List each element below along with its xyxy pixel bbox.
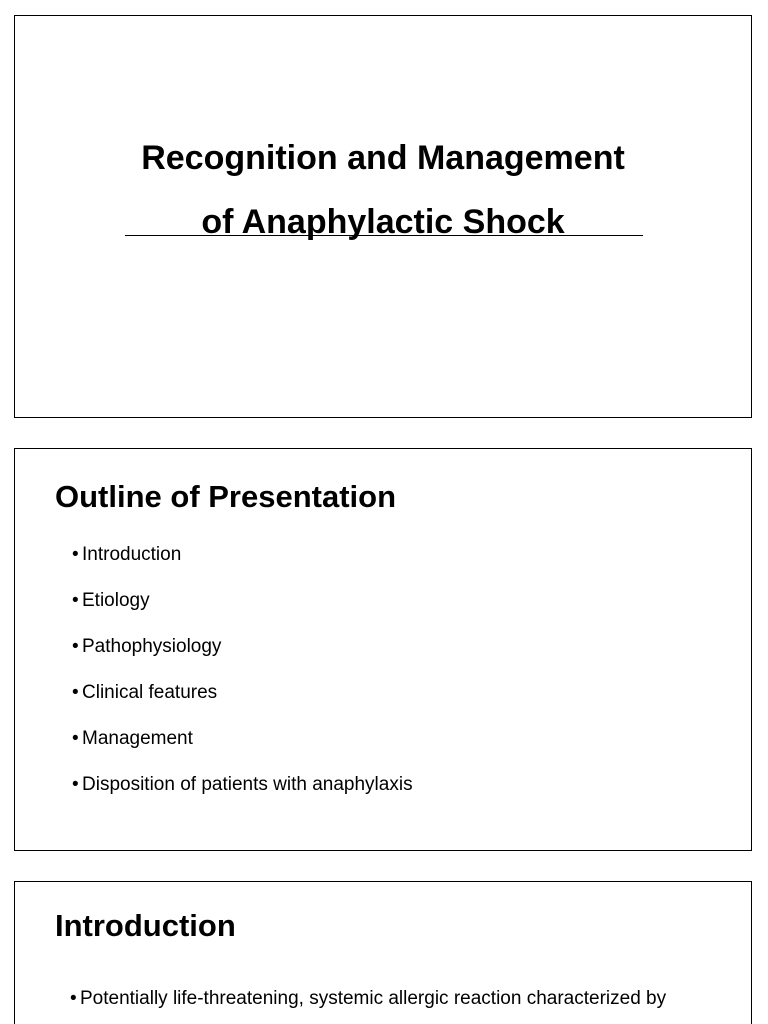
- bullet-icon: •: [70, 988, 77, 1009]
- outline-list: [72, 542, 413, 818]
- list-item: [72, 588, 413, 634]
- list-item: [72, 680, 413, 726]
- outline-slide: [14, 448, 752, 851]
- list-item: [72, 726, 413, 772]
- list-item-label: Pathophysiology: [82, 636, 222, 657]
- bullet-icon: •: [72, 544, 79, 565]
- outline-heading: Outline of Presentation: [55, 479, 397, 514]
- list-item: [72, 542, 413, 588]
- list-item: [72, 772, 413, 818]
- list-item-label: Clinical features: [82, 682, 218, 703]
- introduction-text: Potentially life-threatening, systemic allergic reaction characterized by: [80, 988, 667, 1009]
- slide-title-line-1: Recognition and Management: [141, 139, 625, 177]
- introduction-heading: Introduction: [55, 908, 236, 943]
- introduction-bullet: [70, 982, 730, 1016]
- bullet-icon: •: [72, 728, 79, 749]
- list-item-label: Disposition of patients with anaphylaxis: [82, 774, 413, 795]
- list-item-label: Introduction: [82, 544, 182, 565]
- slide-title-line-2: of Anaphylactic Shock: [201, 203, 565, 241]
- bullet-icon: •: [72, 774, 79, 795]
- list-item: [72, 634, 413, 680]
- bullet-icon: •: [72, 636, 79, 657]
- bullet-icon: •: [72, 590, 79, 611]
- title-underline: [125, 235, 643, 236]
- title-slide: [14, 15, 752, 418]
- bullet-icon: •: [72, 682, 79, 703]
- introduction-slide: [14, 881, 752, 1024]
- list-item-label: Management: [82, 728, 193, 749]
- list-item-label: Etiology: [82, 590, 150, 611]
